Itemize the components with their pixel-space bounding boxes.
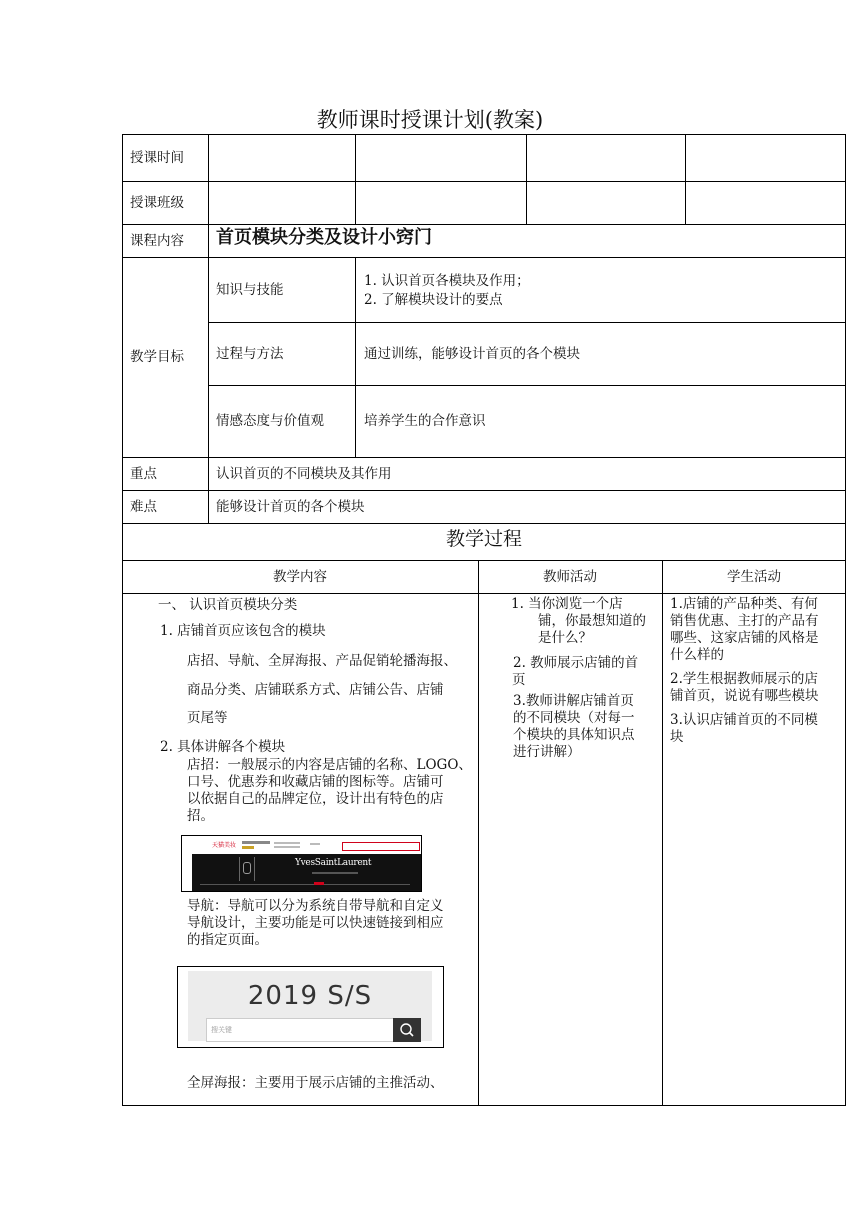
nav-line-1: 导航：导航可以分为系统自带导航和自定义 (187, 898, 444, 914)
banner-top-bar (182, 836, 421, 854)
focus-label: 重点 (130, 466, 157, 482)
student-1-line-2: 销售优惠、主打的产品有 (670, 613, 819, 629)
knowledge-label: 知识与技能 (216, 282, 284, 298)
dianzhao-line-4: 招。 (187, 808, 214, 824)
student-activity-3 (670, 712, 818, 746)
teacher-2-line-1: 2. 教师展示店铺的首 (513, 655, 639, 671)
banner-left-logo: 天猫美妆 (212, 842, 237, 849)
poster-line-1: 全屏海报：主要用于展示店铺的主推活动、 (187, 1075, 444, 1091)
process-section-title: 教学过程 (445, 528, 522, 550)
teacher-1-line-1: 1. 当你浏览一个店 (511, 596, 623, 612)
emotion-value: 培养学生的合作意识 (364, 413, 486, 429)
teacher-1-line-2: 铺，你最想知道的 (538, 613, 646, 629)
teacher-activity-2 (513, 655, 638, 689)
student-2-line-2: 铺首页，说说有哪些模块 (670, 688, 819, 704)
emotion-label: 情感态度与价值观 (216, 413, 324, 429)
nav-paragraph (187, 898, 444, 949)
teacher-1-line-3: 是什么？ (538, 630, 592, 646)
course-content-value: 首页模块分类及设计小窍门 (216, 227, 432, 248)
teacher-3-line-2: 的不同模块（对每一 (513, 710, 635, 726)
student-1-line-4: 什么样的 (670, 647, 724, 663)
list-item-1: 1. 店铺首页应该包含的模块 (160, 623, 326, 639)
student-1-line-3: 哪些、这家店铺的风格是 (670, 630, 819, 646)
document-title: 教师课时授课计划(教案) (316, 108, 544, 132)
time-label: 授课时间 (130, 150, 184, 166)
list-item-2: 2. 具体讲解各个模块 (160, 739, 286, 755)
nav-line-3: 的指定页面。 (187, 932, 268, 948)
column-teacher-header: 教师活动 (543, 569, 597, 585)
teacher-3-line-1: 3.教师讲解店铺首页 (513, 693, 634, 709)
knowledge-item-1: 1. 认识首页各模块及作用； (364, 273, 530, 289)
knowledge-items (364, 272, 530, 310)
banner-brand: YvesSaintLaurent (295, 858, 372, 868)
dianzhao-paragraph (187, 757, 472, 825)
teacher-3-line-4: 进行讲解） (513, 744, 581, 760)
student-2-line-1: 2.学生根据教师展示的店 (670, 671, 818, 687)
dianzhao-line-3: 以依据自己的品牌定位，设计出有特色的店 (187, 791, 444, 807)
dianzhao-line-1: 店招：一般展示的内容是店铺的名称、LOGO、 (187, 757, 472, 773)
navigation-image (177, 966, 444, 1048)
navigation-image-bg (188, 971, 432, 1041)
banner-dark-area (192, 854, 421, 891)
item1-body-line-1: 店招、导航、全屏海报、产品促销轮播海报、 (187, 653, 457, 669)
student-activity-2 (670, 671, 819, 705)
student-1-line-1: 1.店铺的产品种类、有何 (670, 596, 818, 612)
class-label: 授课班级 (130, 195, 184, 211)
column-student-header: 学生活动 (727, 569, 781, 585)
banner-search-box (342, 842, 420, 851)
navigation-search-button (393, 1018, 421, 1042)
section-heading-1: 一、 认识首页模块分类 (158, 597, 298, 613)
item1-body-line-2: 商品分类、店铺联系方式、店铺公告、店铺 (187, 682, 444, 698)
difficulty-value: 能够设计首页的各个模块 (216, 499, 365, 515)
student-3-line-1: 3.认识店铺首页的不同模 (670, 712, 818, 728)
item1-body-line-3: 页尾等 (187, 710, 228, 726)
navigation-search-input (206, 1018, 394, 1042)
content-label: 课程内容 (130, 233, 184, 249)
search-icon (393, 1018, 421, 1042)
navigation-heading: 2019 S/S (247, 981, 373, 1011)
student-3-line-2: 块 (670, 729, 684, 745)
teacher-activity-1 (513, 596, 646, 647)
difficulty-label: 难点 (130, 499, 157, 515)
store-banner-image (181, 835, 422, 892)
process-value: 通过训练，能够设计首页的各个模块 (364, 346, 580, 362)
student-activity-1 (670, 596, 819, 664)
navigation-search-placeholder: 搜关键 (211, 1026, 232, 1034)
process-label: 过程与方法 (216, 346, 284, 362)
teacher-3-line-3: 个模块的具体知识点 (513, 727, 635, 743)
goals-label: 教学目标 (130, 349, 184, 365)
teacher-2-line-2: 页 (512, 672, 526, 688)
knowledge-item-2: 2. 了解模块设计的要点 (364, 292, 503, 308)
nav-line-2: 导航设计，主要功能是可以快速链接到相应 (187, 915, 444, 931)
teacher-activity-3 (513, 693, 635, 761)
dianzhao-line-2: 口号、优惠券和收藏店铺的图标等。店铺可 (187, 774, 444, 790)
focus-value: 认识首页的不同模块及其作用 (216, 466, 392, 482)
column-content-header: 教学内容 (273, 569, 327, 585)
